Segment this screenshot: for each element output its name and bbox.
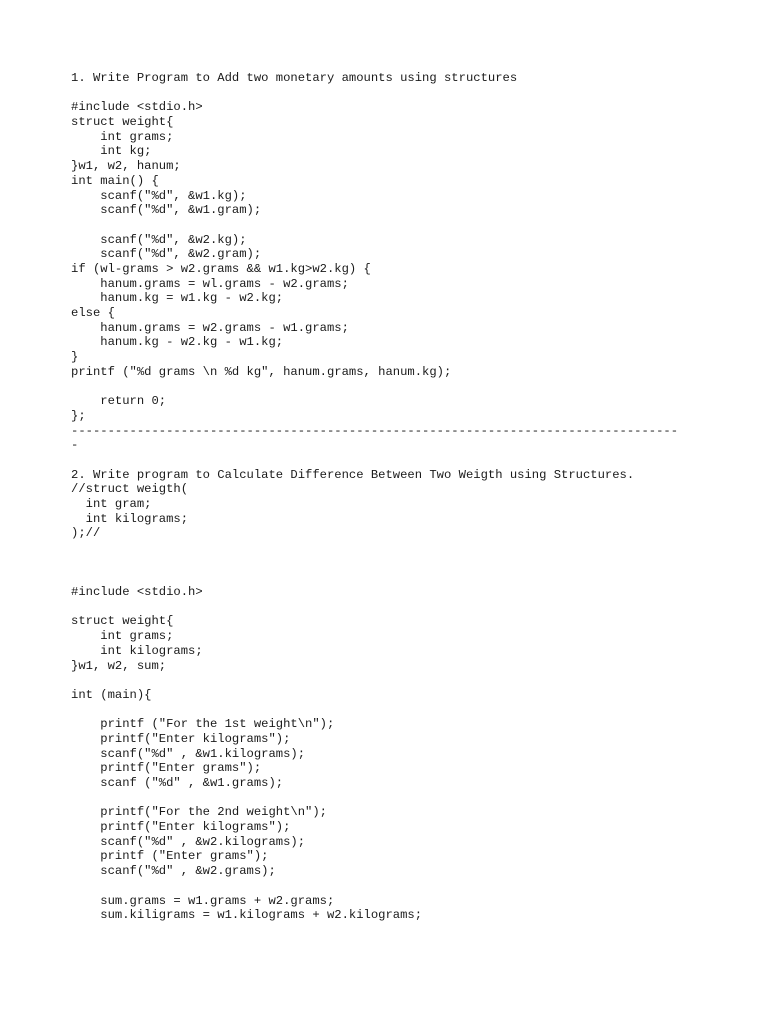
code-line: - (71, 438, 79, 453)
code-line: sum.kiligrams = w1.kilograms + w2.kilograms; (71, 908, 423, 923)
code-line: int kilograms; (71, 643, 203, 658)
code-line: scanf("%d", &w2.gram); (71, 247, 262, 262)
code-line (71, 703, 711, 718)
code-line: printf("For the 2nd weight\n"); (71, 805, 327, 820)
code-line (71, 556, 711, 571)
code-line: #include <stdio.h> (71, 100, 203, 115)
code-line: sum.grams = w1.grams + w2.grams; (71, 893, 335, 908)
code-line: int (main){ (71, 687, 152, 702)
code-line: printf ("Enter grams"); (71, 849, 269, 864)
code-line: #include <stdio.h> (71, 585, 203, 600)
code-line: int gram; (71, 496, 152, 511)
code-line: hanum.grams = w2.grams - w1.grams; (71, 320, 349, 335)
code-line (71, 218, 711, 233)
code-line: if (wl-grams > w2.grams && w1.kg>w2.kg) { (71, 261, 371, 276)
code-line: int grams; (71, 129, 174, 144)
code-line: } (71, 350, 79, 365)
code-line: //struct weigth( (71, 482, 189, 497)
code-line: int kg; (71, 144, 152, 159)
code-line: scanf ("%d" , &w1.grams); (71, 776, 284, 790)
code-line: int main() { (71, 173, 159, 188)
code-line (71, 673, 711, 688)
code-line: hanum.grams = wl.grams - w2.grams; (71, 276, 349, 291)
code-line (71, 379, 711, 394)
code-line: printf("Enter grams"); (71, 761, 262, 776)
code-line: scanf("%d", &w1.kg); (71, 188, 247, 203)
code-line: int grams; (71, 629, 174, 644)
code-line: 2. Write program to Calculate Difference Between Two Weigth using Structures. (71, 467, 635, 482)
code-line: struct weight{ (71, 115, 174, 130)
code-line: printf("Enter kilograms"); (71, 731, 291, 746)
code-line: 1. Write Program to Add two monetary amounts using structures (71, 71, 518, 85)
code-line (71, 570, 711, 585)
code-line: scanf("%d" , &w1.kilograms); (71, 746, 306, 761)
code-line: );// (71, 526, 101, 541)
code-line (71, 791, 711, 806)
code-line: hanum.kg = w1.kg - w2.kg; (71, 291, 284, 306)
code-line: }w1, w2, sum; (71, 658, 167, 673)
code-line: printf("Enter kilograms"); (71, 820, 291, 835)
code-line: struct weight{ (71, 614, 174, 629)
code-line: hanum.kg - w2.kg - w1.kg; (71, 335, 284, 350)
code-line: scanf("%d", &w2.kg); (71, 232, 247, 247)
code-line: ----------------------------------------------------------------------------------- (71, 423, 679, 438)
document-page (71, 71, 711, 923)
code-line (71, 600, 711, 615)
code-line: return 0; (71, 394, 167, 409)
code-line (71, 879, 711, 894)
code-line: else { (71, 306, 115, 320)
code-line: printf ("%d grams \n %d kg", hanum.grams, hanum.kg); (71, 364, 452, 379)
code-line: int kilograms; (71, 511, 189, 526)
code-line: scanf("%d", &w1.gram); (71, 203, 262, 218)
code-line: scanf("%d" , &w2.grams); (71, 864, 276, 879)
code-line: scanf("%d" , &w2.kilograms); (71, 834, 306, 849)
code-line: }; (71, 408, 86, 423)
code-line (71, 541, 711, 556)
code-line (71, 453, 711, 468)
code-line (71, 86, 711, 101)
code-line: printf ("For the 1st weight\n"); (71, 717, 335, 732)
code-line: }w1, w2, hanum; (71, 159, 181, 174)
